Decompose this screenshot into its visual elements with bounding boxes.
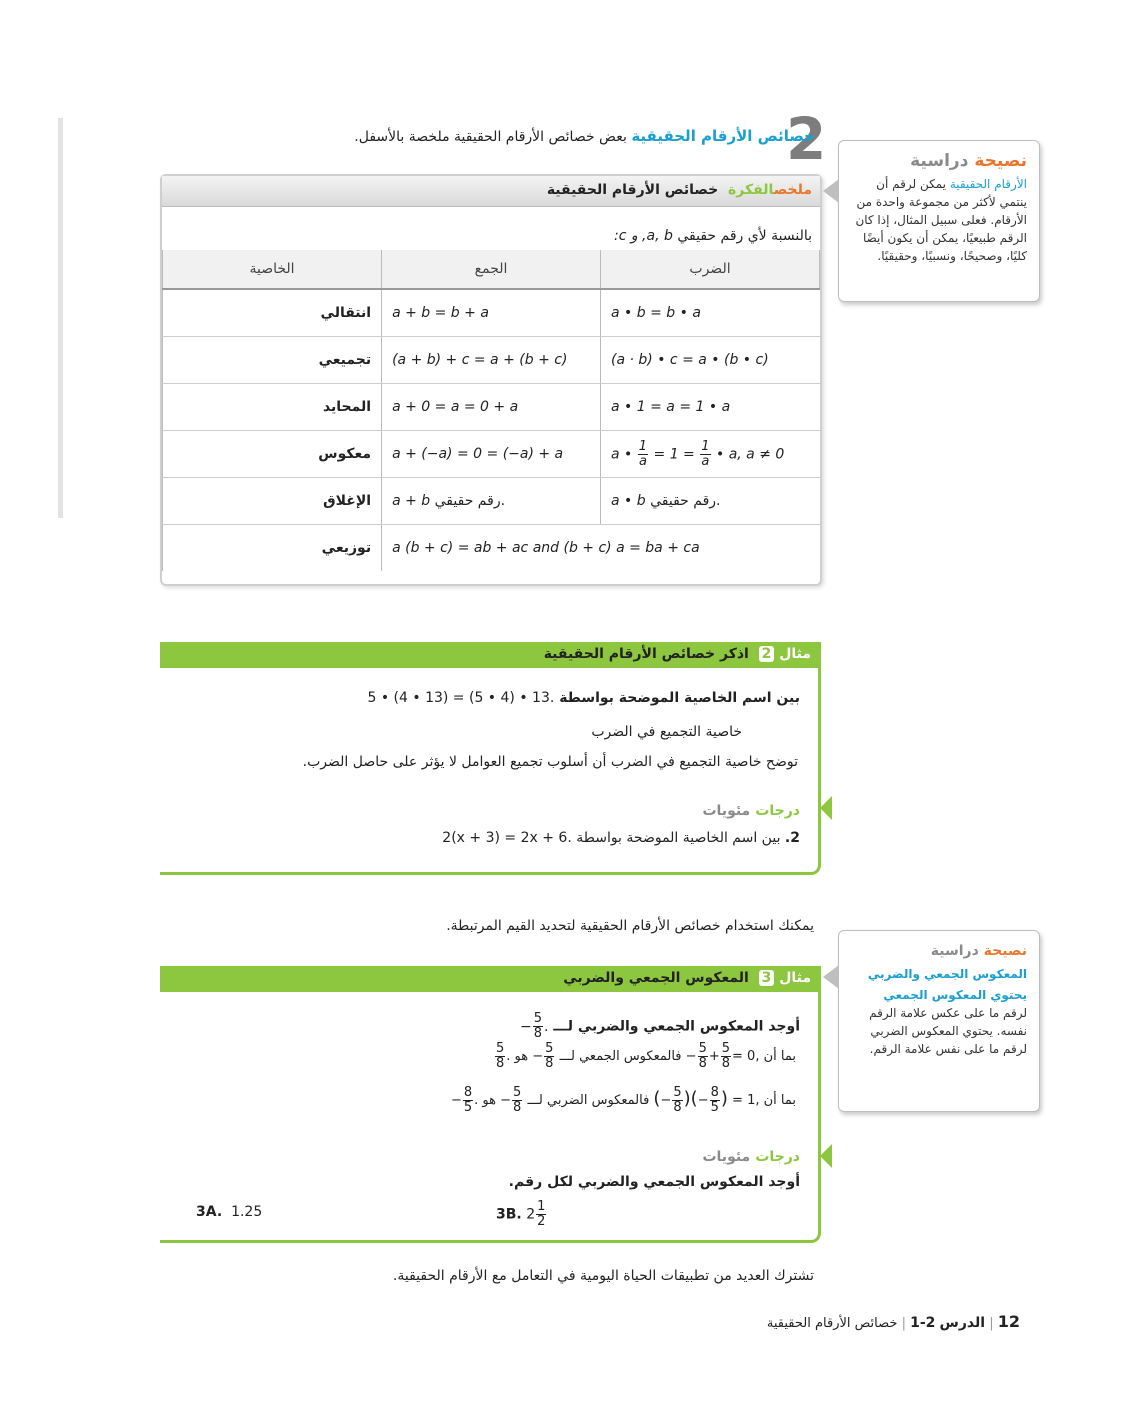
line-text: فالمعكوس الضربي لـــ bbox=[527, 1093, 650, 1108]
tip-accent-title: المعكوس الجمعي والضربي bbox=[867, 967, 1027, 981]
multiplication-cell: a • 1 = a = 1 • a bbox=[601, 384, 820, 431]
key-concept-label-a: ملخص bbox=[773, 182, 812, 198]
line-math: − $\frac{5}{8}$ + $\frac{5}{8}$ = 0, bbox=[685, 1041, 760, 1071]
fraction-numerator: 5 bbox=[513, 1085, 522, 1100]
properties-table bbox=[162, 250, 820, 571]
inverse-part: • a, a ≠ 0 bbox=[715, 446, 785, 462]
mixed-whole: 2 bbox=[526, 1206, 536, 1223]
key-concept-title: خصائص الأرقام الحقيقية bbox=[546, 182, 719, 198]
guided-practice-notch bbox=[820, 796, 832, 820]
line-math: − $\frac{5}{8}$ bbox=[500, 1085, 522, 1115]
fraction bbox=[721, 1042, 731, 1071]
fraction-numerator: 8 bbox=[463, 1085, 473, 1100]
col-header-multiplication: الضرب bbox=[601, 250, 820, 289]
gp-label-b: مئويات bbox=[702, 803, 751, 819]
table-header-row bbox=[163, 250, 820, 289]
closing-text: تشترك العديد من تطبيقات الحياة اليومية في التعامل مع الأرقام الحقيقية. bbox=[392, 1268, 814, 1284]
multiplication-cell bbox=[601, 431, 820, 478]
line-text: فالمعكوس الجمعي لـــ bbox=[559, 1049, 682, 1064]
exercise-value: 1.25 bbox=[231, 1204, 263, 1220]
fraction-numerator: 1 bbox=[638, 438, 648, 454]
fraction-denominator: 8 bbox=[721, 1056, 731, 1071]
fraction-denominator: 8 bbox=[513, 1100, 522, 1115]
distributive-cell: a (b + c) = ab + ac and (b + c) a = ba + ca bbox=[382, 525, 820, 572]
key-concept-box bbox=[160, 174, 822, 586]
tip-pointer bbox=[823, 179, 839, 203]
lesson-title: خصائص الأرقام الحقيقية bbox=[766, 1316, 898, 1331]
study-tip-box-2 bbox=[838, 930, 1040, 1112]
exercise-label: 3A. bbox=[196, 1204, 223, 1220]
table-row bbox=[163, 289, 820, 337]
study-tip-box bbox=[838, 140, 1040, 302]
page-footer: 12 | الدرس 1-2 | خصائص الأرقام الحقيقية bbox=[766, 1312, 1020, 1331]
inverse-part: a • bbox=[611, 446, 633, 462]
tip-body bbox=[849, 965, 1027, 1058]
property-name: تجميعي bbox=[163, 337, 382, 384]
margin-rule bbox=[58, 118, 63, 518]
tip-title bbox=[849, 151, 1027, 171]
example-label: مثال bbox=[779, 646, 811, 662]
tip-text: يمكن لرقم أن ينتمي لأكثر من مجموعة واحدة من الأرقام. فعلى سبيل المثال، إذا كان الرقم طبيعيًا، يمكن أن يكون أيضًا كليًا، وصحيحًا، ونسبيًا، وحقيقيًا. bbox=[855, 177, 1027, 263]
line-math: (− $\frac{5}{8}$ )(− $\frac{8}{5}$ ) = 1, bbox=[653, 1085, 760, 1115]
property-name: توزيعي bbox=[163, 525, 382, 572]
fraction-denominator: 5 bbox=[463, 1100, 473, 1115]
fraction bbox=[710, 1086, 720, 1115]
exercise-prompt: أوجد المعكوس الجمعي والضربي لكل رقم. bbox=[508, 1174, 800, 1190]
example-question bbox=[520, 1012, 800, 1041]
fraction-denominator: 8 bbox=[495, 1056, 505, 1071]
fraction-numerator: 5 bbox=[495, 1041, 505, 1056]
solution-line-1 bbox=[494, 1042, 796, 1071]
example-title-line bbox=[544, 646, 811, 662]
example-title-line bbox=[563, 970, 811, 986]
fraction-denominator: 8 bbox=[673, 1100, 682, 1115]
tip-title bbox=[849, 943, 1027, 959]
line-text: هو bbox=[482, 1093, 496, 1108]
addition-cell: a + (−a) = 0 = (−a) + a bbox=[382, 431, 601, 478]
example-2-box bbox=[160, 642, 821, 875]
section-intro: بعض خصائص الأرقام الحقيقية ملخصة بالأسفل. bbox=[354, 129, 627, 145]
tip-text: لرقم ما على عكس علامة الرقم نفسه. يحتوي المعكوس الضربي لرقم ما على نفس علامة الرقم. bbox=[869, 1006, 1027, 1056]
fraction bbox=[536, 1200, 546, 1229]
fraction bbox=[495, 1042, 505, 1071]
tip-title-b: دراسية bbox=[910, 151, 969, 171]
solution-line-2 bbox=[451, 1086, 796, 1115]
tip-body bbox=[849, 175, 1027, 265]
key-concept-title-line bbox=[547, 182, 812, 198]
example-answer: خاصية التجميع في الضرب bbox=[591, 724, 742, 740]
guided-practice-heading bbox=[702, 1146, 800, 1165]
key-concept-label-b: الفكرة bbox=[728, 182, 774, 198]
fraction-denominator: 2 bbox=[537, 1214, 546, 1229]
question-text: بين اسم الخاصية الموضحة بواسطة bbox=[559, 690, 800, 706]
line-math: $\frac{5}{8}$ . bbox=[495, 1041, 511, 1071]
fraction bbox=[512, 1086, 522, 1115]
lesson-label: الدرس bbox=[939, 1315, 986, 1331]
fraction-numerator: 5 bbox=[698, 1041, 707, 1056]
property-name: المحايد bbox=[163, 384, 382, 431]
gp-label-a: درجات bbox=[755, 803, 800, 819]
fraction bbox=[698, 1042, 708, 1071]
gp-label-b: مئويات bbox=[702, 1149, 751, 1165]
tip-title-b: دراسية bbox=[930, 943, 979, 959]
fraction-denominator: a bbox=[701, 453, 710, 469]
table-row bbox=[163, 525, 820, 572]
example-3-box bbox=[160, 966, 821, 1243]
fraction-numerator: 5 bbox=[673, 1085, 682, 1100]
fraction-denominator: 8 bbox=[533, 1026, 543, 1041]
bridge-text: يمكنك استخدام خصائص الأرقام الحقيقية لتحديد القيم المرتبطة. bbox=[446, 918, 814, 934]
exercise-label: 3B. bbox=[496, 1206, 522, 1223]
example-number: 2 bbox=[759, 646, 775, 662]
multiplication-cell: (a · b) • c = a • (b • c) bbox=[601, 337, 820, 384]
tip-accent: الأرقام الحقيقية bbox=[949, 177, 1027, 191]
fraction-numerator: 5 bbox=[533, 1011, 543, 1026]
gp-label-a: درجات bbox=[755, 1149, 800, 1165]
col-header-addition: الجمع bbox=[382, 250, 601, 289]
example-header bbox=[160, 966, 821, 992]
exercise-3a bbox=[196, 1204, 262, 1220]
table-row bbox=[163, 337, 820, 384]
fraction-denominator: 5 bbox=[710, 1100, 719, 1115]
question-text: أوجد المعكوس الجمعي والضربي لـــ bbox=[553, 1018, 800, 1035]
line-math: − $\frac{5}{8}$ bbox=[532, 1041, 554, 1071]
multiplication-cell bbox=[601, 478, 820, 525]
table-row bbox=[163, 384, 820, 431]
key-concept-header bbox=[162, 176, 820, 207]
lesson-number: 1-2 bbox=[910, 1315, 936, 1331]
fraction bbox=[463, 1086, 473, 1115]
tip-pointer bbox=[823, 965, 839, 989]
fraction-numerator: 1 bbox=[537, 1199, 546, 1214]
multiplication-cell: a • b = b • a bbox=[601, 289, 820, 337]
guided-practice-notch bbox=[820, 1144, 832, 1168]
example-question bbox=[367, 690, 800, 706]
table-row bbox=[163, 431, 820, 478]
fraction bbox=[638, 440, 648, 469]
fraction-numerator: 5 bbox=[545, 1041, 554, 1056]
section-number: 2 bbox=[786, 105, 827, 173]
intro-vars: a, b, و c: bbox=[613, 228, 673, 244]
fraction-numerator: 1 bbox=[701, 438, 710, 454]
fraction bbox=[700, 440, 710, 469]
question-math: 5 • (4 • 13) = (5 • 4) • 13. bbox=[367, 690, 555, 706]
fraction bbox=[672, 1086, 682, 1115]
closure-text: رقم حقيقي. bbox=[434, 493, 506, 509]
fraction-denominator: a bbox=[638, 453, 647, 469]
tip-title-a: نصيحة bbox=[983, 943, 1027, 959]
example-explanation: توضح خاصية التجميع في الضرب أن أسلوب تجميع العوامل لا يؤثر على حاصل الضرب. bbox=[302, 754, 798, 770]
exercise-math: 2(x + 3) = 2x + 6. bbox=[442, 830, 572, 846]
guided-practice-heading bbox=[702, 800, 800, 819]
question-math: − $\frac{5}{8}$ . bbox=[520, 1011, 549, 1041]
line-text: بما أن bbox=[763, 1093, 796, 1108]
exercise-2 bbox=[442, 830, 800, 846]
fraction bbox=[533, 1012, 543, 1041]
fraction-numerator: 8 bbox=[710, 1085, 719, 1100]
line-text: هو bbox=[514, 1049, 529, 1064]
closure-text: رقم حقيقي. bbox=[650, 493, 721, 509]
fraction bbox=[544, 1042, 554, 1071]
key-concept-intro bbox=[614, 228, 812, 244]
line-math: − $\frac{8}{5}$ . bbox=[450, 1085, 479, 1115]
closure-math: a • b bbox=[611, 493, 646, 509]
example-title: اذكر خصائص الأرقام الحقيقية bbox=[543, 646, 749, 662]
addition-cell: (a + b) + c = a + (b + c) bbox=[382, 337, 601, 384]
section-heading bbox=[354, 127, 815, 145]
example-header bbox=[160, 642, 821, 668]
intro-text: بالنسبة لأي رقم حقيقي bbox=[677, 228, 812, 244]
table-row bbox=[163, 478, 820, 525]
section-title: خصائص الأرقام الحقيقية bbox=[631, 127, 815, 145]
fraction-denominator: 8 bbox=[545, 1056, 554, 1071]
example-title: المعكوس الجمعي والضربي bbox=[563, 970, 749, 986]
fraction-denominator: 8 bbox=[698, 1056, 707, 1071]
example-label: مثال bbox=[779, 970, 811, 986]
exercise-3b bbox=[496, 1200, 547, 1229]
tip-accent-text: يحتوي المعكوس الجمعي bbox=[883, 988, 1027, 1002]
exercise-text: بين اسم الخاصية الموضحة بواسطة bbox=[576, 830, 781, 846]
property-name: الإغلاق bbox=[163, 478, 382, 525]
example-number: 3 bbox=[759, 970, 775, 986]
addition-cell bbox=[382, 478, 601, 525]
addition-cell: a + 0 = a = 0 + a bbox=[382, 384, 601, 431]
inverse-part: = 1 = bbox=[653, 446, 695, 462]
property-name: انتقالي bbox=[163, 289, 382, 337]
closure-math: a + b bbox=[392, 493, 431, 509]
tip-title-a: نصيحة bbox=[974, 151, 1027, 171]
exercise-number: 2. bbox=[784, 830, 800, 846]
page-number: 12 bbox=[997, 1312, 1020, 1331]
fraction-numerator: 5 bbox=[721, 1041, 731, 1056]
col-header-property: الخاصية bbox=[163, 250, 382, 289]
property-name: معكوس bbox=[163, 431, 382, 478]
line-text: بما أن bbox=[763, 1049, 796, 1064]
addition-cell: a + b = b + a bbox=[382, 289, 601, 337]
